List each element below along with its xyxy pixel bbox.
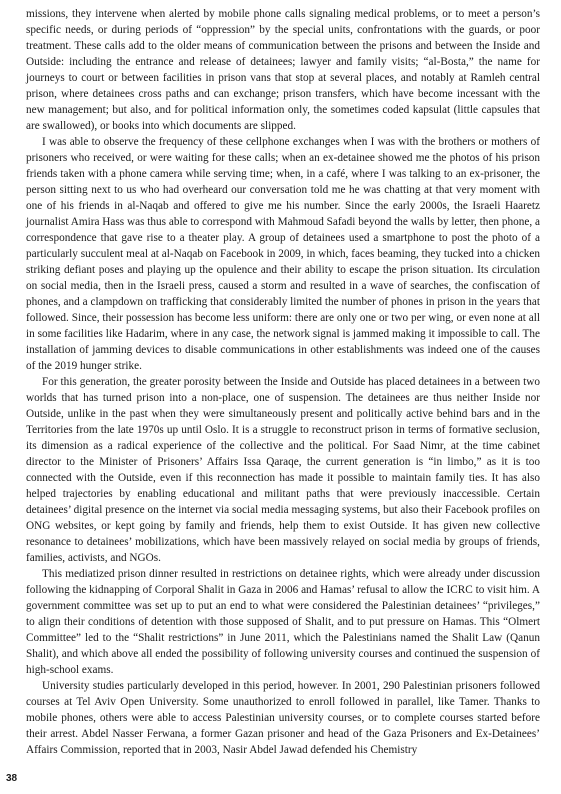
- paragraph: For this generation, the greater porosity between the Inside and Outside has placed detainees in a between two worlds that has turned prison into a non-place, one of suspension. The detainees are thus neither Inside nor Outside, unlike in the past when they were simultaneously present and politically active behind bars and in the Territories from the late 1970s up until Oslo. It is a struggle to reconstruct prison in terms of formative seclusion, its dimension as a radical experience of the collective and the political. For Saad Nimr, at the time cabinet director to the Minister of Prisoners’ Affairs Issa Qaraqe, the current generation is “in limbo,” as it is too connected with the Outside, even if this reconnection has made it possible to maintain family ties. It has also helped trajectories by enabling educational and militant paths that were previously inaccessible. Certain detainees’ digital presence on the internet via social media messaging systems, but also their Facebook profiles on ONG websites, or kept going by family and friends, help them to exist Outside. It has given new collective resonance to detainees’ mobilizations, which have been massively relayed on social media by groups of friends, families, activists, and NGOs.: [26, 376, 540, 564]
- paragraph: missions, they intervene when alerted by mobile phone calls signaling medical problems, or to meet a person’s specific needs, or during periods of “oppression” by the special units, confrontations with the guards, or poor treatment. These calls add to the older means of communication between the prisons and between the Inside and Outside: including the entrance and release of detainees; lawyer and family visits; “al-Bosta,” the name for journeys to court or between facilities in prison vans that stop at several places, and notably at Ramleh central prison, where detainees cross paths and can exchange; prison transfers, which have become incessant with the new management; but also, and for political information only, the sometimes coded kapsulat (little capsules that are swallowed), or books into which documents are slipped.: [26, 8, 540, 132]
- page-number: 38: [6, 773, 18, 784]
- paragraph: This mediatized prison dinner resulted in restrictions on detainee rights, which were already under discussion following the kidnapping of Corporal Shalit in Gaza in 2006 and Hamas’ refusal to allow the ICRC to visit him. A government committee was set up to put an end to what were considered the Palestinian detainees’ “privileges,” to align their conditions of detention with those supposed of Shalit, and to put pressure on Hamas. This “Olmert Committee” led to the “Shalit restrictions” in June 2011, which the Palestinians named the Shalit Law (Qanun Shalit), and which above all ended the possibility of following university courses and continued the suspension of high-school exams.: [26, 568, 540, 676]
- paragraph: I was able to observe the frequency of these cellphone exchanges when I was with the brothers or mothers of prisoners who received, or were waiting for these calls; when an ex-detainee showed me the photos of his prison friends taken with a phone camera while serving time; when, in a café, where I was talking to an ex-prisoner, the person sitting next to us who had overheard our conversation told me he was chatting at that very moment with one of his friends in al-Naqab and offered to give me his number. Since the early 2000s, the Israeli Haaretz journalist Amira Hass was thus able to correspond with Mahmoud Safadi beyond the walls by letter, then phone, a correspondence that gave rise to a theater play. A group of detainees used a smartphone to post the photo of a particularly succulent meal at al-Naqab on Facebook in 2009, in which, faces beaming, they tucked into a chicken striking defiant poses and playing up the opulence and their ability to escape the prison situation. Its circulation on social media, then in the Israeli press, caused a storm and resulted in a wave of searches, the confiscation of phones, and a clampdown on trafficking that considerably limited the number of phones in prison in the years that followed. Since, their possession has become less uniform: there are only one or two per wing, or even none at all in some facilities like Hadarim, where in any case, the network signal is jammed making it impossible to call. The installation of jamming devices to disable communications in other establishments was indeed one of the causes of the 2019 hunger strike.: [26, 136, 540, 372]
- paragraph: University studies particularly developed in this period, however. In 2001, 290 Palestinian prisoners followed courses at Tel Aviv Open University. Some unauthorized to enroll followed in parallel, like Tamer. Thanks to mobile phones, others were able to access Palestinian university courses, or to complete courses started before their arrest. Abdel Nasser Ferwana, a former Gazan prisoner and head of the Gaza Prisoners and Ex-Detainees’ Affairs Commission, reported that in 2003, Nasir Abdel Jawad defended his Chemistry: [26, 680, 540, 756]
- body-text: [26, 6, 540, 758]
